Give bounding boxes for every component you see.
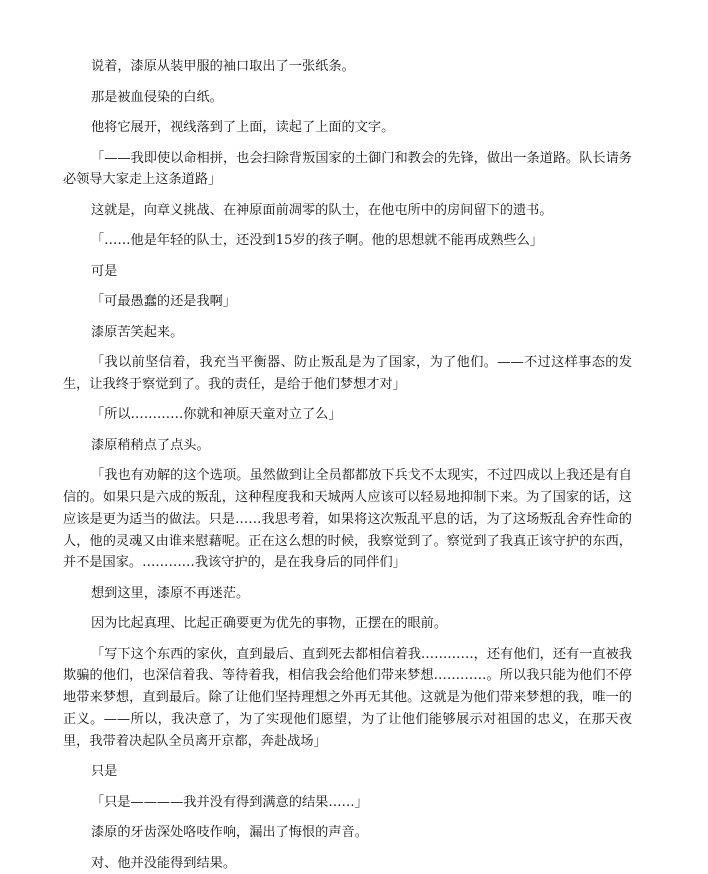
paragraph: 漆原苦笑起来。 bbox=[91, 324, 184, 340]
paragraph: 想到这里，漆原不再迷茫。 bbox=[91, 585, 250, 601]
paragraph: 「我也有劝解的这个选项。虽然做到让全员都都放下兵戈不太现实，不过四成以上我还是有自信的。如果只是六成的叛乱，这种程度我和天城两人应该可以轻易地抑制下来。为了国家的话，这应该是更为适当的做法。只是……我思考着，如果将这次叛乱平息的话，为了这场叛乱舍弃性命的人，他的灵魂又由谁来慰藉呢。正在这么想的时候，我察觉到了。察觉到了我真正该守护的东西，并不是国家。…………我该守护的，是在我身后的同伴们」 bbox=[63, 468, 632, 571]
paragraph: 「写下这个东西的家伙，直到最后、直到死去都相信着我…………，还有他们，还有一直被我欺骗的他们，也深信着我、等待着我，相信我会给他们带来梦想…………。所以我只能为他们不停地带来梦想，直到最后。除了让他们坚持理想之外再无其他。这就是为他们带来梦想的我，唯一的正义。——所以，我决意了，为了实现他们愿望，为了让他们能够展示对祖国的忠义，在那天夜里，我带着决起队全员离开京都，奔赴战场」 bbox=[63, 646, 632, 749]
paragraph: 漆原稍稍点了点头。 bbox=[91, 437, 210, 453]
paragraph: 说着，漆原从装甲服的袖口取出了一张纸条。 bbox=[91, 59, 355, 74]
paragraph: 「我以前坚信着，我充当平衡器、防止叛乱是为了国家，为了他们。——不过这样事态的发生，让我终于察觉到了。我的责任，是给于他们梦想才对」 bbox=[63, 355, 632, 392]
paragraph: 这就是，向章义挑战、在神原面前凋零的队士，在他屯所中的房间留下的遗书。 bbox=[91, 202, 553, 218]
paragraph: 他将它展开，视线落到了上面，读起了上面的文字。 bbox=[91, 120, 395, 135]
paragraph: 「可最愚蠢的还是我啊」 bbox=[91, 294, 237, 310]
paragraph: 「只是————我并没有得到满意的结果……」 bbox=[91, 794, 368, 810]
paragraph: 对、他并没能得到结果。 bbox=[91, 855, 237, 871]
paragraph: 漆原的牙齿深处咯吱作响，漏出了悔恨的声音。 bbox=[91, 825, 368, 841]
paragraph: 「所以…………你就和神原天童对立了么」 bbox=[91, 407, 342, 423]
paragraph: 可是 bbox=[91, 263, 118, 279]
paragraph: 只是 bbox=[91, 764, 118, 780]
paragraph: 「……他是年轻的队士，还没到15岁的孩子啊。他的思想就不能再成熟些么」 bbox=[91, 233, 543, 249]
paragraph: 因为比起真理、比起正确要更为优先的事物，正摆在的眼前。 bbox=[91, 616, 448, 632]
paragraph: 那是被血侵染的白纸。 bbox=[91, 89, 223, 105]
paragraph: 「——我即使以命相拼，也会扫除背叛国家的土御门和教会的先锋，做出一条道路。队长请务必领导大家走上这条道路」 bbox=[63, 150, 632, 188]
